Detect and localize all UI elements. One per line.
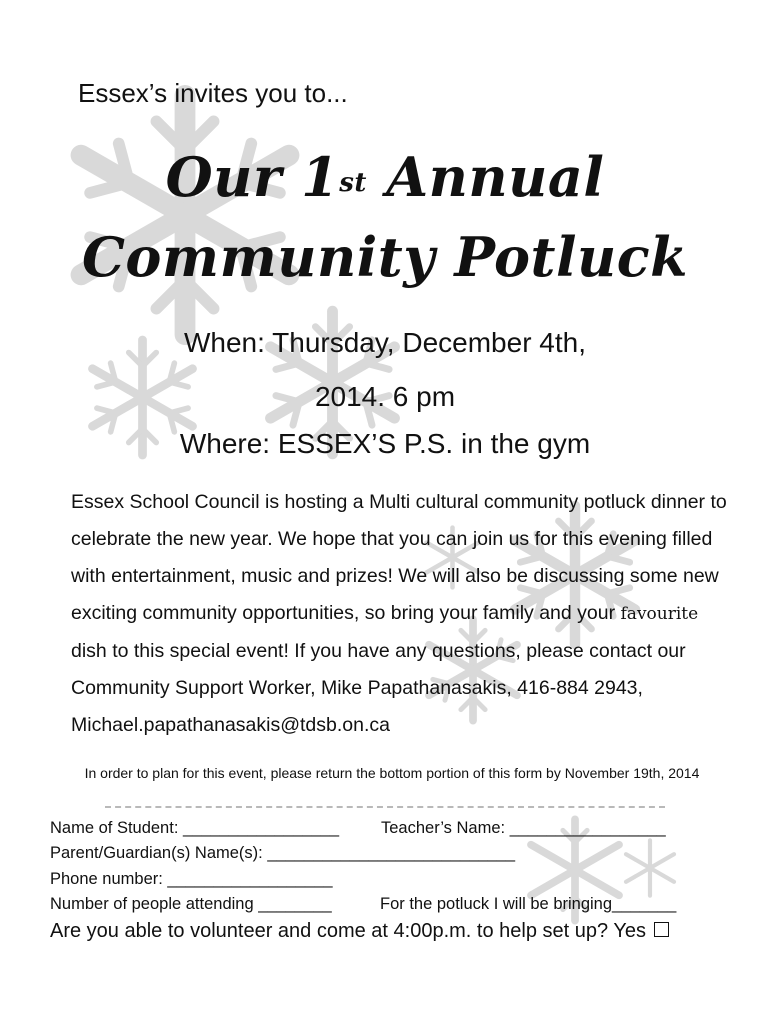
parent-name-field[interactable]: Parent/Guardian(s) Name(s): ___________________________ — [50, 844, 516, 862]
volunteer-label: Are you able to volunteer and come at 4:00p.m. to help set up? Yes — [50, 920, 646, 942]
teacher-name-field[interactable]: Teacher’s Name: _________________ — [381, 819, 666, 837]
form-row-student — [50, 819, 666, 838]
form-row-attending — [50, 895, 677, 914]
title-part: Our 1 — [165, 145, 340, 209]
body-paragraph — [71, 484, 731, 744]
body-text-favourite: favourite — [620, 604, 699, 624]
attending-field[interactable]: Number of people attending ________ — [50, 895, 332, 913]
event-when — [0, 316, 770, 424]
cut-line — [105, 806, 665, 808]
invite-line: Essex’s invites you to... — [78, 78, 348, 108]
title-line-2: Community Potluck — [81, 225, 689, 289]
bringing-field[interactable]: For the potluck I will be bringing_______ — [380, 895, 677, 913]
phone-number-field[interactable]: Phone number: __________________ — [50, 870, 333, 888]
event-where: Where: ESSEX’S P.S. in the gym — [179, 428, 591, 459]
volunteer-question — [50, 920, 669, 943]
student-name-field[interactable]: Name of Student: _________________ — [50, 819, 339, 837]
body-text-part: Essex School Council is hosting a Multi cultural community potluck dinner to celebrate the new year. We hope that you can join us for this evening filled with entertainment, music and prizes! We will also be discussing some new exciting community opportunities, so bring your family and your — [71, 491, 727, 624]
when-line-1: When: Thursday, December 4th, — [183, 327, 587, 358]
body-text-part: dish to this special event! If you have any questions, please contact our Community Support Worker, Mike Papathanasakis, 416-884 2943, Michael.papathanasakis@tdsb.on.ca — [71, 640, 686, 736]
title-part: Annual — [366, 145, 605, 209]
snowflake-icon — [620, 838, 680, 898]
title-superscript: st — [339, 168, 367, 198]
return-notice: In order to plan for this event, please return the bottom portion of this form by November 19th, 2014 — [84, 765, 700, 781]
checkbox-icon[interactable] — [654, 922, 669, 937]
title-line-1 — [0, 140, 770, 214]
when-line-2: 2014. 6 pm — [314, 381, 456, 412]
